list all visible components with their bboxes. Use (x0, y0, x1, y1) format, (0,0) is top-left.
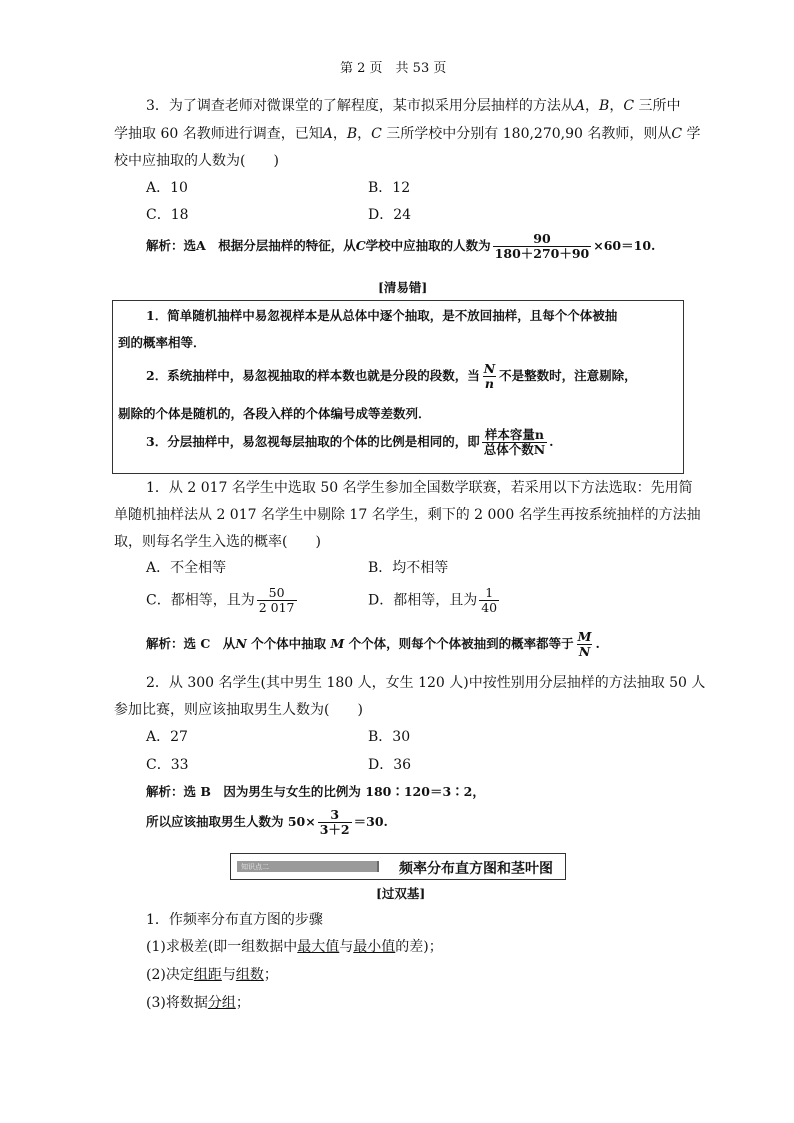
p2-option-a: A．27 (146, 729, 188, 745)
p1-option-b: B．均不相等 (368, 560, 449, 576)
knowledge-point-tag-label: 知识点二 (241, 863, 269, 871)
p1-option-c: C．都相等，且为 $\frac{50}{2 017}$ (146, 585, 295, 615)
q3-line2: 学抽取 60 名教师进行调查，已知A，B，C 三所学校中分别有 180,270,90 名教师，则从C 学 (114, 126, 701, 142)
p2-option-d: D．36 (368, 757, 412, 773)
p1-option-d-fraction: $\frac{1}{40}$ (481, 585, 498, 615)
step-1: (1)求极差(即一组数据中最大值与最小值的差)； (146, 939, 443, 955)
p1-option-c-fraction: $\frac{50}{2 017}$ (258, 585, 295, 615)
q3-line1: 3．为了调查老师对微课堂的了解程度，某市拟采用分层抽样的方法从A，B，C 三所中 (146, 98, 681, 114)
p2-option-c: C．33 (146, 757, 189, 773)
p1-line3: 取，则每名学生入选的概率( ) (114, 534, 321, 550)
p1-option-a: A．不全相等 (146, 560, 227, 576)
p2-solution-fraction: $\frac{3}{3+2}$ (319, 807, 350, 837)
box-item1-line2: 到的概率相等． (118, 335, 206, 350)
box-item3-fraction: $\frac{\text{样本容量n}}{\text{总体个数N}}$ (483, 427, 546, 457)
p1-option-d: D．都相等，且为 $\frac{1}{40}$ (368, 585, 498, 615)
box-item2-line1: 2．系统抽样中，易忽视抽取的样本数也就是分段的段数，当 $\frac{N}{n}$ 不是整数时，注意剔除， (146, 361, 637, 391)
p2-line1: 2．从 300 名学生(其中男生 180 人，女生 120 人)中按性别用分层抽样的方法抽取 50 人 (146, 675, 706, 691)
p1-solution-fraction: $\frac{M}{N}$ (577, 629, 592, 659)
p2-line2: 参加比赛，则应该抽取男生人数为( ) (114, 702, 363, 718)
knowledge-point-banner (230, 853, 566, 880)
step-2: (2)决定组距与组数； (146, 967, 278, 983)
p2-option-b: B．30 (368, 729, 411, 745)
step-3: (3)将数据分组； (146, 995, 250, 1011)
p1-line2: 单随机抽样法从 2 017 名学生中剔除 17 名学生，剩下的 2 000 名学生再按系统抽样的方法抽 (114, 507, 701, 523)
q3-option-d: D．24 (368, 207, 412, 223)
box-item3: 3．分层抽样中，易忽视每层抽取的个体的比例是相同的，即 $\frac{\text{样本容量n}}{\text{总体个数N}}$ . (146, 427, 554, 457)
box-item1-line1: 1．简单随机抽样中易忽视样本是从总体中逐个抽取，是不放回抽样，且每个个体被抽 (146, 308, 618, 323)
q3-option-a: A．10 (146, 180, 188, 196)
p1-line1: 1．从 2 017 名学生中选取 50 名学生参加全国数学联赛，若采用以下方法选取：先用简 (146, 480, 693, 496)
p1-solution: 解析：选 C 从N 个个体中抽取 M 个个体，则每个个体被抽到的概率都等于 $\frac{M}{N}$ . (146, 629, 600, 659)
q3-option-c: C．18 (146, 207, 189, 223)
q3-solution-fraction: $\frac{90}{180+270+90}$ (494, 231, 590, 261)
knowledge-point-title: 频率分布直方图和茎叶图 (399, 861, 553, 877)
q3-line3: 校中应抽取的人数为( ) (114, 153, 279, 169)
box-item2-fraction: $\frac{N}{n}$ (483, 361, 496, 391)
box-item2-line2: 剔除的个体是随机的，各段入样的个体编号成等差数列． (118, 406, 431, 421)
q3-solution: 解析：选A 根据分层抽样的特征，从C学校中应抽取的人数为 $\frac{90}{180+270+90}$ ×60＝10. (146, 231, 656, 261)
steps-heading: 1．作频率分布直方图的步骤 (146, 912, 323, 928)
page-indicator: 第 2 页 共 53 页 (340, 61, 447, 76)
knowledge-point-tag (237, 861, 379, 872)
error-section-title: [清易错] (378, 280, 428, 295)
q3-option-b: B．12 (368, 180, 411, 196)
p2-solution-line1: 解析：选 B 因为男生与女生的比例为 180∶120＝3∶2， (146, 784, 485, 799)
basics-section-title: [过双基] (376, 886, 426, 901)
p2-solution-line2: 所以应该抽取男生人数为 50× $\frac{3}{3+2}$ ＝30. (146, 807, 388, 837)
